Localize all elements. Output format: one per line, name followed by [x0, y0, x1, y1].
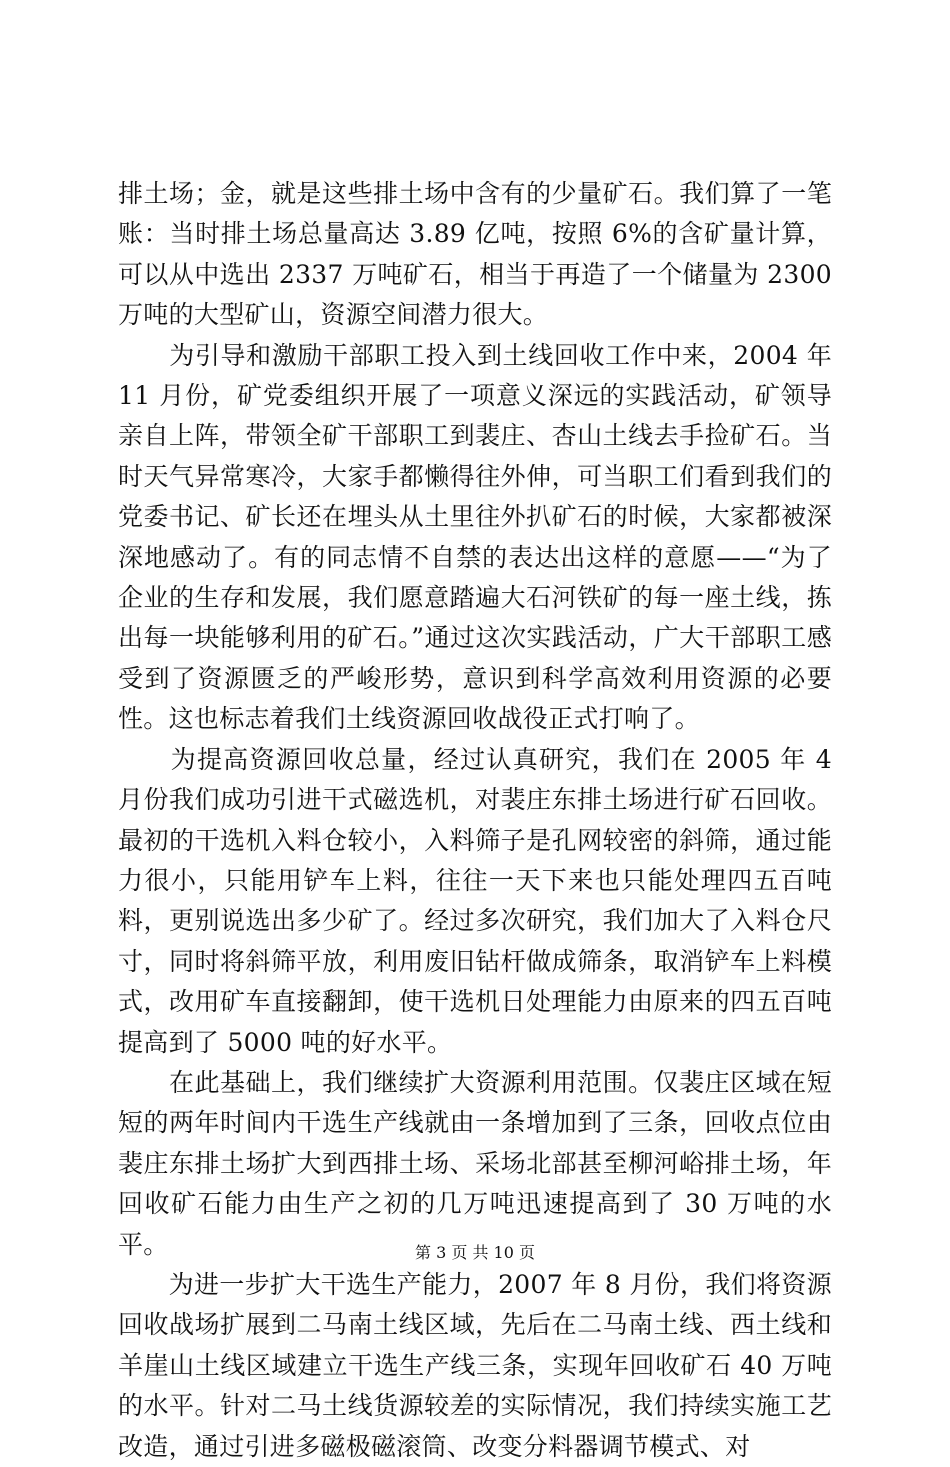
paragraph-3: 为提高资源回收总量，经过认真研究，我们在 2005 年 4 月份我们成功引进干式磁选机，对裴庄东排土场进行矿石回收。最初的干选机入料仓较小，入料筛子是孔网较密的斜筛，通过能力很小，只能用铲车上料，往往一天下来也只能处理四五百吨料，更别说选出多少矿了。经过多次研究，我们加大了入料仓尺寸，同时将斜筛平放，利用废旧钻杆做成筛条，取消铲车上料模式，改用矿车直接翻卸，使干选机日处理能力由原来的四五百吨提高到了 5000 吨的好水平。: [118, 744, 832, 1057]
paragraph-4: 在此基础上，我们继续扩大资源利用范围。仅裴庄区域在短短的两年时间内干选生产线就由一条增加到了三条，回收点位由裴庄东排土场扩大到西排土场、采场北部甚至柳河峪排土场，年回收矿石能力由生产之初的几万吨迅速提高到了 30 万吨的水平。: [118, 1067, 832, 1259]
paragraph-1: 排土场；金，就是这些排土场中含有的少量矿石。我们算了一笔账：当时排土场总量高达 3.89 亿吨，按照 6%的含矿量计算，可以从中选出 2337 万吨矿石，相当于再造了一个储量为 2300 万吨的大型矿山，资源空间潜力很大。: [118, 179, 832, 330]
paragraph-2: 为引导和激励干部职工投入到土线回收工作中来，2004 年 11 月份，矿党委组织开展了一项意义深远的实践活动，矿领导亲自上阵，带领全矿干部职工到裴庄、杏山土线去手捡矿石。当时天气异常寒冷，大家手都懒得往外伸，可当职工们看到我们的党委书记、矿长还在埋头从土里往外扒矿石的时候，大家都被深深地感动了。有的同志情不自禁的表达出这样的意愿——“为了企业的生存和发展，我们愿意踏遍大石河铁矿的每一座土线，拣出每一块能够利用的矿石。”通过这次实践活动，广大干部职工感受到了资源匮乏的严峻形势，意识到科学高效利用资源的必要性。这也标志着我们土线资源回收战役正式打响了。: [118, 340, 832, 734]
document-body: [118, 174, 832, 1467]
paragraph-5: 为进一步扩大干选生产能力，2007 年 8 月份，我们将资源回收战场扩展到二马南土线区域，先后在二马南土线、西土线和羊崖山土线区域建立干选生产线三条，实现年回收矿石 40 万吨的水平。针对二马土线货源较差的实际情况，我们持续实施工艺改造，通过引进多磁极磁滚筒、改变分料器调节模式、对: [118, 1269, 832, 1461]
page-number-footer: 第 3 页 共 10 页: [415, 1243, 535, 1262]
